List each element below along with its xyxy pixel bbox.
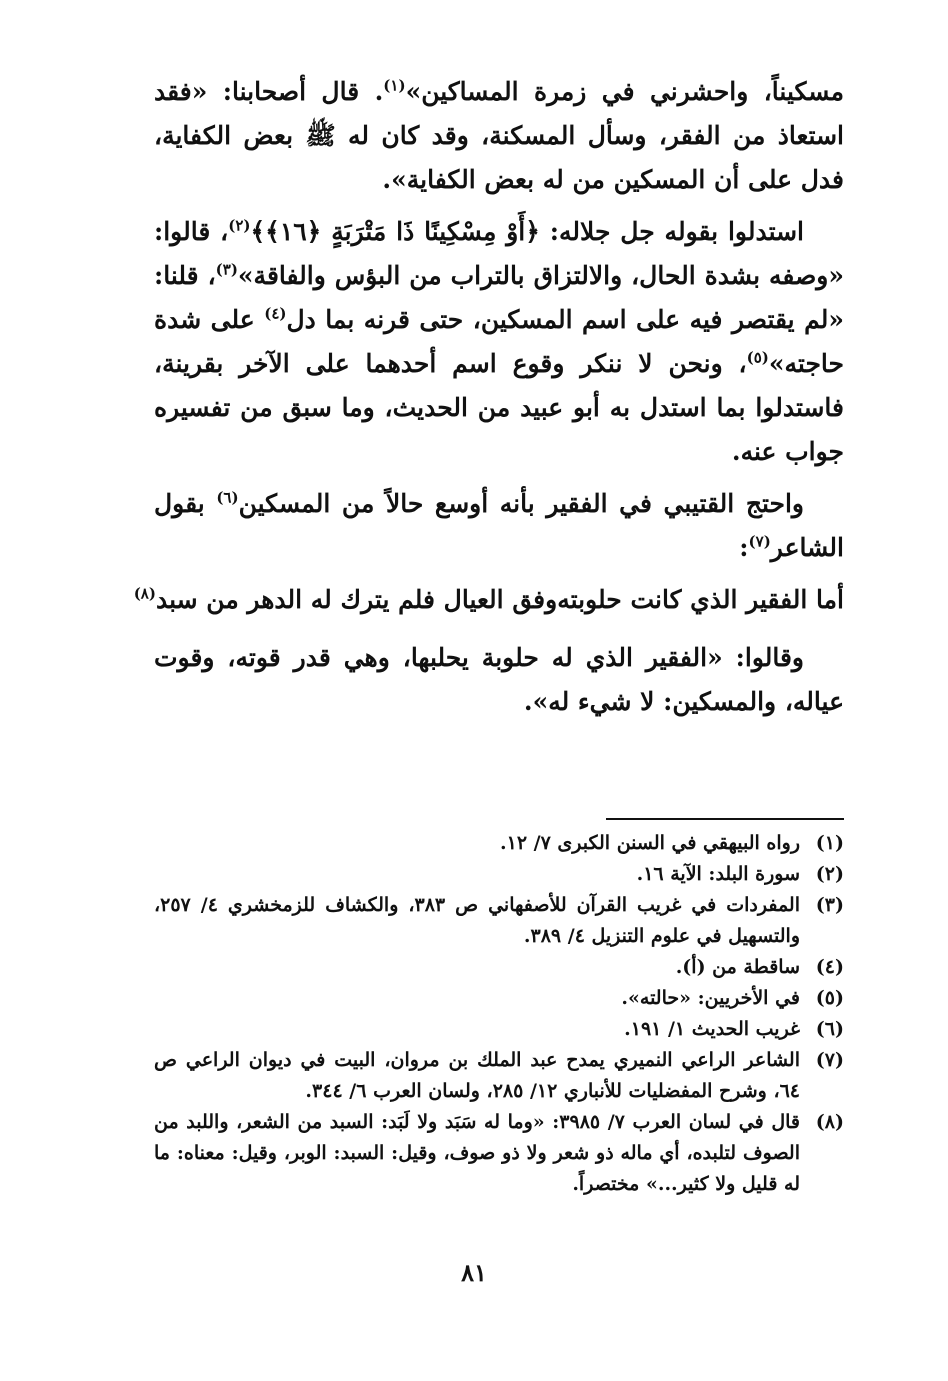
text-span: . قال أصحابنا: «فقد استعاذ من الفقر، وسأل المسكنة، وقد كان له ﷺ بعض الكفاية، فدل على أن المسكين من له بعض الكفاية». <box>154 77 844 194</box>
paragraph-4: وقالوا: «الفقير الذي له حلوبة يحلبها، وهي قدر قوته، وقوت عياله، والمسكين: لا شيء له». <box>154 643 844 716</box>
footnote-text: ساقطة من (أ). <box>675 956 800 978</box>
footnote-number: (٦) <box>815 1018 844 1040</box>
footnote-number: (٤) <box>815 956 844 978</box>
footnote-ref-8[interactable]: (٨) <box>133 584 156 603</box>
paragraph-2 <box>154 210 844 474</box>
verse-second-hemistich-wrap <box>134 578 558 622</box>
text-span: مسكيناً، واحشرني في زمرة المساكين» <box>405 77 844 106</box>
quran-citation: استدلوا بقوله جل جلاله: ﴿أَوْ مِسْكِينًا ذَا مَتْرَبَةٍ ﴿١٦﴾﴾ <box>250 217 805 246</box>
main-body-text <box>133 70 845 732</box>
footnote-text: الشاعر الراعي النميري يمدح عبد الملك بن مروان، البيت في ديوان الراعي ص ٦٤، وشرح المفضليات للأنباري ١٢/ ٢٨٥، ولسان العرب ٦/ ٣٤٤. <box>154 1049 800 1102</box>
poetry-verse <box>133 578 844 622</box>
text-span: ، قلنا: «لم يقتصر فيه على اسم المسكين، حتى قرنه بما دل <box>154 261 844 334</box>
footnote-text: سورة البلد: الآية ١٦. <box>636 863 800 885</box>
verse-first-hemistich: أما الفقير الذي كانت حلوبته <box>557 585 844 614</box>
footnote-separator <box>606 818 844 820</box>
footnote-item <box>154 1107 844 1200</box>
footnote-ref-1[interactable]: (١) <box>383 76 406 95</box>
text-span: بقول الشاعر <box>154 489 844 562</box>
text-span: واحتج القتيبي في الفقير بأنه أوسع حالاً من المسكين <box>238 489 805 518</box>
footnote-item <box>154 859 844 890</box>
footnote-ref-3[interactable]: (٣) <box>215 260 238 279</box>
footnote-ref-7[interactable]: (٧) <box>748 532 771 551</box>
footnote-number: (٢) <box>815 863 844 885</box>
footnote-ref-4[interactable]: (٤) <box>264 304 287 323</box>
footnote-text: قال في لسان العرب ٧/ ٣٩٨٥: «وما له سَبَد ولا لَبَد: السبد من الشعر، واللبد من الصوف لتلبده، أي ماله ذو شعر ولا ذو صوف، وقيل: السبد: الوبر، وقيل: معناه: ما له قليل ولا كثير...» مختصراً. <box>154 1111 801 1195</box>
footnote-ref-6[interactable]: (٦) <box>216 488 239 507</box>
footnote-ref-2[interactable]: (٢) <box>228 216 251 235</box>
footnote-item <box>154 1045 844 1107</box>
text-span: ، قالوا: «وصفه بشدة الحال، والالتزاق بالتراب من البؤس والفاقة» <box>154 217 845 290</box>
footnote-number: (٨) <box>815 1111 844 1133</box>
footnote-ref-5[interactable]: (٥) <box>746 348 769 367</box>
footnote-item <box>154 890 844 952</box>
verse-second-hemistich: وفق العيال فلم يترك له الدهر من سبد <box>155 585 558 614</box>
text-span: ، ونحن لا ننكر وقوع اسم أحدهما على الآخر بقرينة، فاستدلوا بما استدل به أبو عبيد من الحديث، وما سبق من تفسيره جواب عنه. <box>154 349 844 466</box>
paragraph-3 <box>154 482 844 570</box>
footnote-number: (١) <box>815 832 844 854</box>
footnote-text: غريب الحديث ١/ ١٩١. <box>624 1018 800 1040</box>
footnote-item <box>154 983 844 1014</box>
text-span: على شدة حاجته» <box>154 305 844 378</box>
footnote-text: رواه البيهقي في السنن الكبرى ٧/ ١٢. <box>499 832 800 854</box>
page-number: ٨١ <box>461 1258 487 1287</box>
footnote-item <box>154 1014 844 1045</box>
footnotes-section <box>154 828 844 1200</box>
footnote-item <box>154 828 844 859</box>
footnote-text: المفردات في غريب القرآن للأصفهاني ص ٣٨٣، والكشاف للزمخشري ٤/ ٢٥٧، والتسهيل في علوم التنزيل ٤/ ٣٨٩. <box>154 894 800 947</box>
footnote-number: (٣) <box>815 894 844 916</box>
footnote-number: (٥) <box>815 987 844 1009</box>
footnote-item <box>154 952 844 983</box>
footnote-text: في الأخريين: «حالته». <box>621 987 800 1009</box>
text-span: : <box>739 533 749 562</box>
footnote-number: (٧) <box>815 1049 844 1071</box>
paragraph-1 <box>154 70 844 202</box>
